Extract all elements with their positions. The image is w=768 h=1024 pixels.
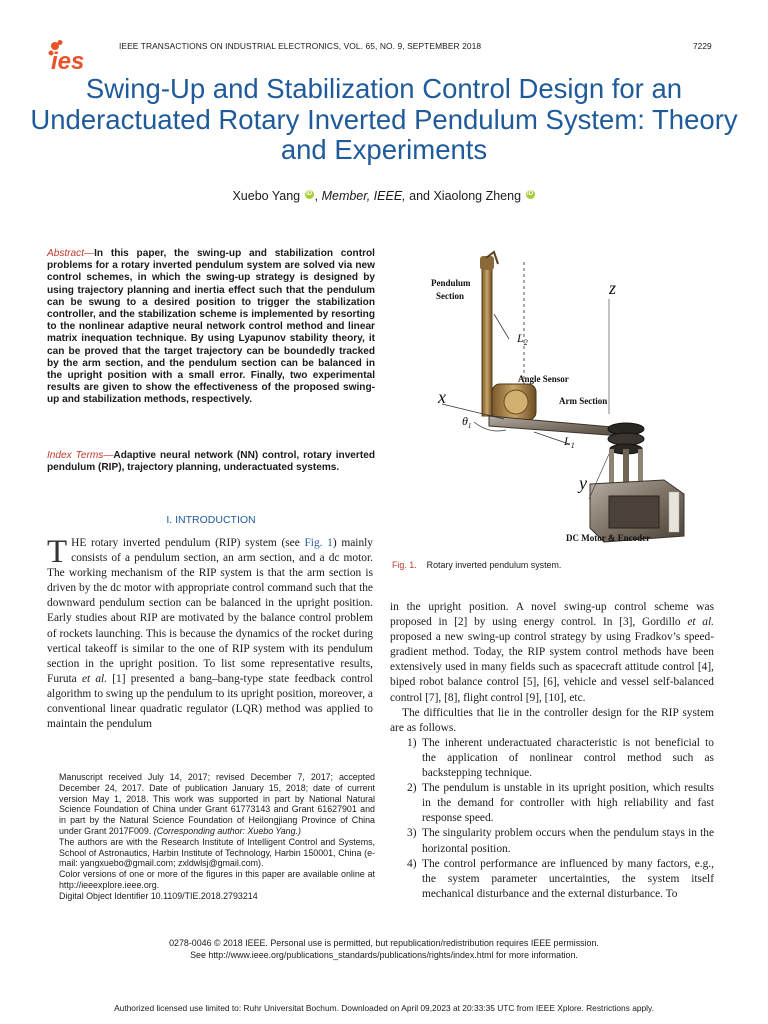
abstract bbox=[47, 248, 375, 407]
copyright-notice bbox=[30, 938, 738, 961]
label-theta1 bbox=[462, 414, 471, 430]
pendulum-rod bbox=[482, 266, 492, 416]
list-item bbox=[390, 826, 714, 856]
copyright-line-2: See http://www.ieee.org/publications_standards/publications/rights/index.html for more information. bbox=[190, 949, 578, 960]
label-l2-main: L bbox=[517, 331, 524, 345]
intro-text-start: HE rotary inverted pendulum (RIP) system (see bbox=[71, 537, 300, 549]
orcid-icon[interactable]: iD bbox=[306, 191, 313, 197]
right-paragraph-2: The difficulties that lie in the controller design for the RIP system are as follows. bbox=[390, 706, 714, 734]
label-x-axis: x bbox=[438, 387, 446, 407]
intro-et-al: et al. bbox=[81, 672, 108, 685]
list-item-number: 3) bbox=[407, 827, 417, 840]
footnote-doi: Digital Object Identifier 10.1109/TIE.2018.2793214 bbox=[59, 890, 258, 901]
label-theta1-sub: 1 bbox=[467, 422, 472, 430]
label-l2-sub: 2 bbox=[523, 338, 528, 347]
paper-title: Swing-Up and Stabilization Control Design for an Underactuated Rotary Inverted Pendulum System: Theory and Experiments bbox=[30, 73, 738, 165]
label-l1 bbox=[563, 434, 575, 450]
intro-text-body: ) mainly consists of a pendulum section, an arm section, and a dc motor. The working mechanism of the RIP system is that the arm section is driven by the dc motor with appropriate control command such that the downward pendulum section can be balanced in the upright position. Early studies about RIP are motivated by the balance control problem of rockets launching. This is because the dynamics of the rocket during vertical takeoff is similar to the one of RIP system with its pendulum section in the upright position. To list some representative results, Furuta bbox=[47, 537, 373, 685]
running-head: IEEE TRANSACTIONS ON INDUSTRIAL ELECTRONICS, VOL. 65, NO. 9, SEPTEMBER 2018 bbox=[119, 41, 482, 51]
difficulties-list bbox=[390, 736, 714, 902]
motor-base-cable bbox=[669, 492, 679, 532]
intro-paragraph bbox=[47, 536, 373, 732]
label-angle-sensor: Angle Sensor bbox=[518, 374, 569, 384]
abstract-label: Abstract— bbox=[47, 248, 95, 259]
label-y-axis: y bbox=[579, 473, 587, 493]
author-line: Xuebo Yang iD , Member, IEEE, and Xiaolong Zheng iD bbox=[232, 189, 534, 203]
label-z-axis: z bbox=[609, 278, 617, 298]
figure-1-caption-text: Rotary inverted pendulum system. bbox=[426, 560, 562, 570]
fig-1-link[interactable]: Fig. 1 bbox=[304, 537, 333, 549]
list-item bbox=[390, 736, 714, 781]
label-arm-section: Arm Section bbox=[559, 396, 608, 406]
footnote-corresponding: (Corresponding author: Xuebo Yang.) bbox=[153, 825, 301, 836]
l2-leader bbox=[494, 314, 509, 339]
right-p1-text: in the upright position. A novel swing-up control scheme was proposed in [2] by using energy control. In [3], Gordillo bbox=[390, 601, 714, 629]
index-terms-text: Adaptive neural network (NN) control, rotary inverted pendulum (RIP), trajectory planning, underactuated systems. bbox=[47, 450, 375, 474]
index-terms-label: Index Terms— bbox=[47, 450, 114, 461]
list-item-number: 4) bbox=[407, 857, 417, 870]
ies-logo bbox=[47, 40, 105, 74]
label-l2 bbox=[516, 331, 528, 347]
copyright-line-1: 0278-0046 © 2018 IEEE. Personal use is permitted, but republication/redistribution requires IEEE permission. bbox=[169, 938, 599, 948]
index-terms bbox=[47, 450, 375, 474]
label-theta1-main: θ bbox=[462, 414, 468, 428]
author-2: Xiaolong Zheng bbox=[433, 189, 522, 203]
label-l1-main: L bbox=[564, 434, 571, 448]
label-l1-sub: 1 bbox=[570, 441, 575, 450]
footnote bbox=[59, 772, 375, 902]
list-item-text: The control performance are influenced by many factors, e.g., the system parameter uncertainties, the system itself mechanical disturbance and the external disturbance. To bbox=[422, 857, 714, 900]
right-paragraph-1 bbox=[390, 600, 714, 706]
list-item bbox=[390, 857, 714, 902]
list-item-text: The inherent underactuated characteristic is not beneficial to the application of nonlinear control method such as backstepping technique. bbox=[422, 736, 714, 780]
ies-logo-text: ies bbox=[51, 48, 85, 74]
license-notice: Authorized licensed use limited to: Ruhr Universitat Bochum. Downloaded on April 09,2023 at 20:33:35 UTC from IEEE Xplore. Restrictions apply. bbox=[114, 1003, 654, 1013]
abstract-text: In this paper, the swing-up and stabilization control problems for a rotary inverted pendulum system are solved via new control schemes, in which the swing-up strategy is designed by using trajectory planning and inertia effect such that the pendulum can be swung to a desired position to trigger the stabilization controller, and the stabilization scheme is implemented by resorting to the nonlinear adaptive neural network control method and linear matrix inequation technique. By using Lyapunov stability theory, it can be proved that the target trajectory can be boundedly tracked by the arm section, and the pendulum section can be balanced in the upright position with a small error. Finally, two experimental results are given to show the effectiveness of the proposed swing-up and stabilization methods, respectively. bbox=[47, 248, 375, 406]
right-p1-text-b: proposed a new swing-up control strategy by using Fradkov’s speed-gradient method. Today, the RIP system control methods have been extensively used in many fields such as spacecraft attitude control [4], biped robot balance control [5], [6], vehicle and vessel self-balanced control [7], [8], flight control [9], [10], etc. bbox=[390, 631, 714, 704]
right-p1-et-al: et al. bbox=[687, 616, 714, 629]
footnote-manuscript: Manuscript received July 14, 2017; revised December 7, 2017; accepted December 24, 2017. Date of publication January 15, 2018; date of current version May 1, 2018. This work was supported in part by National Natural Science Foundation of China under Grant 61773143 and Grant 61627901 and in part by the Natural Science Foundation of Heilongjiang Province of China under Grant 2017F009. bbox=[59, 772, 375, 836]
list-item-number: 1) bbox=[407, 736, 417, 749]
orcid-icon[interactable]: iD bbox=[527, 191, 534, 197]
motor-base-window bbox=[609, 496, 659, 528]
footnote-affiliation: The authors are with the Research Institute of Intelligent Control and Systems, School of Astronautics, Harbin Institute of Technology, Harbin 150001, China (e-mail: yangxuebo@gmail.com; zxldwlsj@gmail.com). bbox=[59, 836, 375, 869]
list-item-number: 2) bbox=[407, 782, 417, 795]
encoder-disk-mid bbox=[608, 433, 644, 445]
list-item-text: The singularity problem occurs when the pendulum stays in the horizontal position. bbox=[422, 827, 714, 855]
author-and: and bbox=[409, 189, 430, 203]
right-column-text bbox=[390, 600, 714, 902]
drop-cap: T bbox=[47, 534, 68, 570]
footnote-color-versions: Color versions of one or more of the figures in this paper are available online at http://ieeexplore.ieee.org. bbox=[59, 869, 375, 890]
figure-1-caption-label: Fig. 1. bbox=[392, 560, 417, 570]
page-number: 7229 bbox=[693, 41, 712, 51]
author-1-membership: Member, IEEE, bbox=[321, 189, 406, 203]
label-pendulum: Pendulum bbox=[431, 278, 471, 288]
angle-sensor-disk bbox=[504, 390, 528, 414]
author-1: Xuebo Yang bbox=[232, 189, 301, 203]
list-item-text: The pendulum is unstable in its upright position, which results in the demand for controller with high reliability and fast response speed. bbox=[422, 782, 714, 825]
figure-1-rip-photo bbox=[394, 244, 706, 554]
figure-1-caption bbox=[392, 560, 712, 570]
section-heading-introduction: I. INTRODUCTION bbox=[166, 514, 256, 526]
label-section: Section bbox=[436, 291, 464, 301]
list-item bbox=[390, 781, 714, 826]
label-dc-motor: DC Motor & Encoder bbox=[566, 533, 651, 543]
intro-text-body2: [1] presented a bang–bang-type state feedback control algorithm to swing up the pendulum to its upright position, moreover, a conventional linear quadratic regulator (LQR) method was applied to maintain the pendulum bbox=[47, 672, 373, 731]
